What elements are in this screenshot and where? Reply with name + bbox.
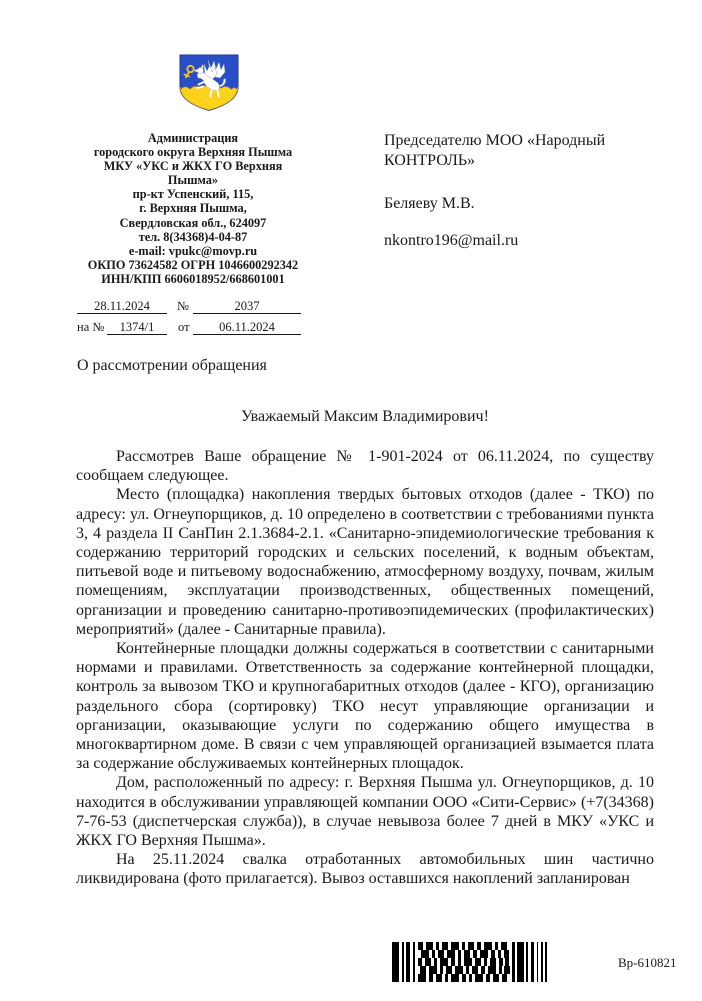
sender-line: МКУ «УКС и ЖКХ ГО Верхняя	[103, 159, 283, 174]
sender-line: Свердловская обл., 624097	[119, 215, 267, 230]
body-paragraph: Рассмотрев Ваше обращение № 1-901-2024 от 06.11.2024, по существу сообщаем следующее.	[76, 448, 654, 485]
body-paragraph: На 25.11.2024 свалка отработанных автомобильных шин частично ликвидирована (фото прилагается). Вывоз оставшихся накоплений запланирован	[76, 851, 654, 888]
letter-body	[76, 447, 654, 889]
sender-email: тел. 8(34368)4-04-87	[138, 229, 248, 244]
sender-okpo-ogrn: ОКПО 73624582 ОГРН 1046600292342	[87, 257, 299, 272]
recipient-name: Беляеву М.В.	[384, 195, 475, 212]
outgoing-date-field: 28.11.2024	[77, 299, 167, 314]
body-paragraph: Место (площадка) накопления твердых бытовых отходов (далее - ТКО) по адресу: ул. Огнеупорщиков, д. 10 определено в соответствии с требованиями пункта 3, 4 раздела II СанПин 2.1.3684-2.1. «Санитарно-эпидемиологические требования к содержанию территорий городских и сельских поселений, к водным объектам, питьевой воде и питьевому водоснабжению, атмосферному воздуху, почвам, жилым помещениям, эксплуатации производственных, общественных помещений, организации и проведению санитарно-противоэпидемических (профилактических) мероприятий» (далее - Санитарные правила).	[76, 486, 654, 638]
number-sign-label: №	[177, 299, 189, 313]
sender-email: e-mail: vpukc@movp.ru	[128, 243, 258, 258]
salutation: Уважаемый Максим Владимирович!	[241, 408, 489, 425]
barcode-icon	[392, 942, 547, 982]
incoming-number-field: 1374/1	[107, 320, 167, 335]
sender-line: Администрация	[147, 131, 239, 145]
sender-letterhead	[81, 131, 305, 286]
recipient-email: nkontro196@mail.ru	[384, 231, 519, 249]
outgoing-number-field: 2037	[193, 299, 301, 314]
sender-line: г. Верхняя Пышма,	[139, 201, 247, 216]
sender-line: пр-кт Успенский, 115,	[132, 187, 254, 202]
body-paragraph: Контейнерные площадки должны содержаться в соответствии с санитарными нормами и правилами. Ответственность за содержание контейнерной площадки, контроль за вывозом ТКО и крупногабаритных отходов (далее - КГО), организацию раздельного сбора (сортировку) ТКО несут управляющие организации и организации, оказывающие услуги по содержанию общего имущества в многоквартирном доме. В связи с чем управляющей организацией взымается плата за содержание обслуживаемых контейнерных площадок.	[76, 640, 654, 773]
body-paragraph: Дом, расположенный по адресу: г. Верхняя Пышма ул. Огнеупорщиков, д. 10 находится в обслуживании управляющей компании ООО «Сити-Сервис» (+7(34368) 7-76-53 (диспетчерская служба)), в случае невывоза более 7 дней в МКУ «УКС и ЖКХ ГО Верхняя Пышма».	[76, 774, 654, 850]
reference-block	[77, 299, 317, 339]
recipient-block	[384, 131, 636, 250]
document-ref-code: Вр-610821	[618, 955, 677, 970]
from-label: от	[178, 320, 190, 334]
sender-line: городского округа Верхняя Пышма	[93, 145, 293, 160]
recipient-title: Председателю МОО «Народный КОНТРОЛЬ»	[384, 132, 606, 169]
sender-line: Пышма»	[167, 173, 219, 188]
incoming-date-field: 06.11.2024	[193, 320, 301, 335]
subject-line: О рассмотрении обращения	[77, 357, 267, 374]
coat-of-arms-icon	[178, 54, 240, 112]
sender-inn-kpp: ИНН/КПП 6606018952/668601001	[101, 271, 285, 286]
reply-to-label: на №	[77, 320, 105, 334]
